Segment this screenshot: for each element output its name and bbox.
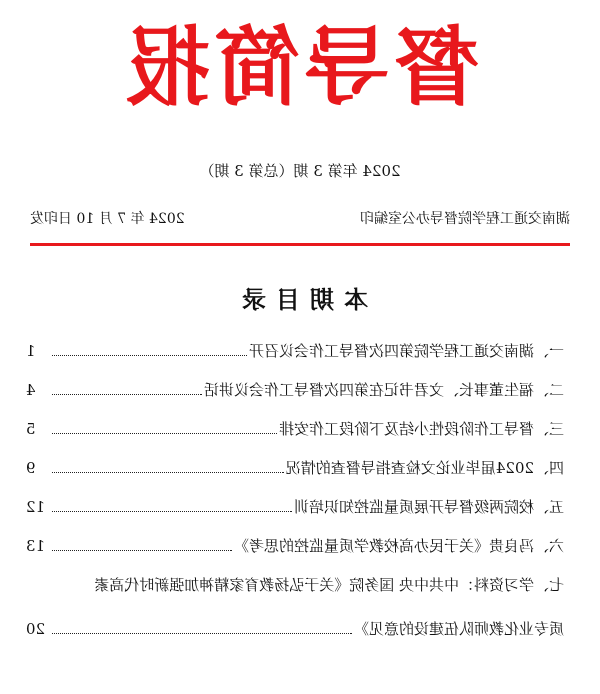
toc-item[interactable]: [26, 379, 564, 418]
toc-item-title: 2024届毕业论文检查指导督查的情况: [285, 459, 534, 477]
toc-item[interactable]: [26, 340, 564, 379]
toc-leader-dots: [52, 623, 352, 634]
toc-item-number: 二、: [533, 381, 564, 399]
toc-item-title: 校院两级督导开展质量监控知识培训: [293, 498, 534, 516]
toc-leader-dots: [52, 423, 277, 434]
toc-item-page: 9: [26, 459, 36, 477]
toc-item[interactable]: [26, 418, 564, 457]
toc-item-number: 一、: [533, 342, 564, 360]
toc-title: 本期目录: [232, 286, 368, 314]
masthead-title: 督导简报: [120, 18, 480, 118]
toc-item-page: 20: [26, 620, 46, 638]
print-date: 2024 年 7 月 10 日印发: [30, 211, 185, 227]
publisher: 湖南交通工程学院督导办公室编印: [360, 211, 570, 227]
toc-leader-dots: [52, 384, 202, 395]
toc-item-number: 五、: [533, 498, 564, 516]
toc-item[interactable]: [26, 574, 564, 618]
toc-item-page: 13: [26, 537, 46, 555]
toc-item-number: 六、: [533, 537, 564, 555]
toc-item-title-continued: 质专业化教师队伍建设的意见》: [353, 620, 564, 638]
toc-item-page: 4: [26, 381, 36, 399]
toc-leader-dots: [52, 540, 232, 551]
toc-leader-dots: [52, 501, 292, 512]
toc-leader-dots: [52, 462, 284, 473]
toc-item-continuation[interactable]: [26, 618, 564, 662]
toc-item-title: 湖南交通工程学院第四次督导工作会议召开: [248, 342, 534, 360]
toc-item-number: 三、: [533, 420, 564, 438]
table-of-contents: [26, 340, 564, 662]
toc-item-title: 福生董事长、文君书记在第四次督导工作会议讲话: [203, 381, 534, 399]
toc-item-page: 5: [26, 420, 36, 438]
toc-item[interactable]: [26, 496, 564, 535]
toc-item-title: 督导工作阶段性小结及下阶段工作安排: [278, 420, 534, 438]
toc-item-page: 1: [26, 342, 36, 360]
toc-item-number: 四、: [533, 459, 564, 477]
toc-item-title: 冯良贵《关于民办高校教学质量监控的思考》: [233, 537, 534, 555]
publication-info-row: [30, 208, 570, 228]
toc-item[interactable]: [26, 535, 564, 574]
toc-item-number: 七、: [533, 576, 564, 594]
toc-leader-dots: [52, 345, 247, 356]
toc-item-title: 学习资料：中共中央 国务院《关于弘扬教育家精神加强新时代高素: [94, 576, 534, 594]
issue-number: 2024 年第 3 期（总第 3 期）: [199, 162, 401, 180]
red-divider-line: [30, 243, 570, 246]
toc-item-page: 12: [26, 498, 46, 516]
toc-item[interactable]: [26, 457, 564, 496]
